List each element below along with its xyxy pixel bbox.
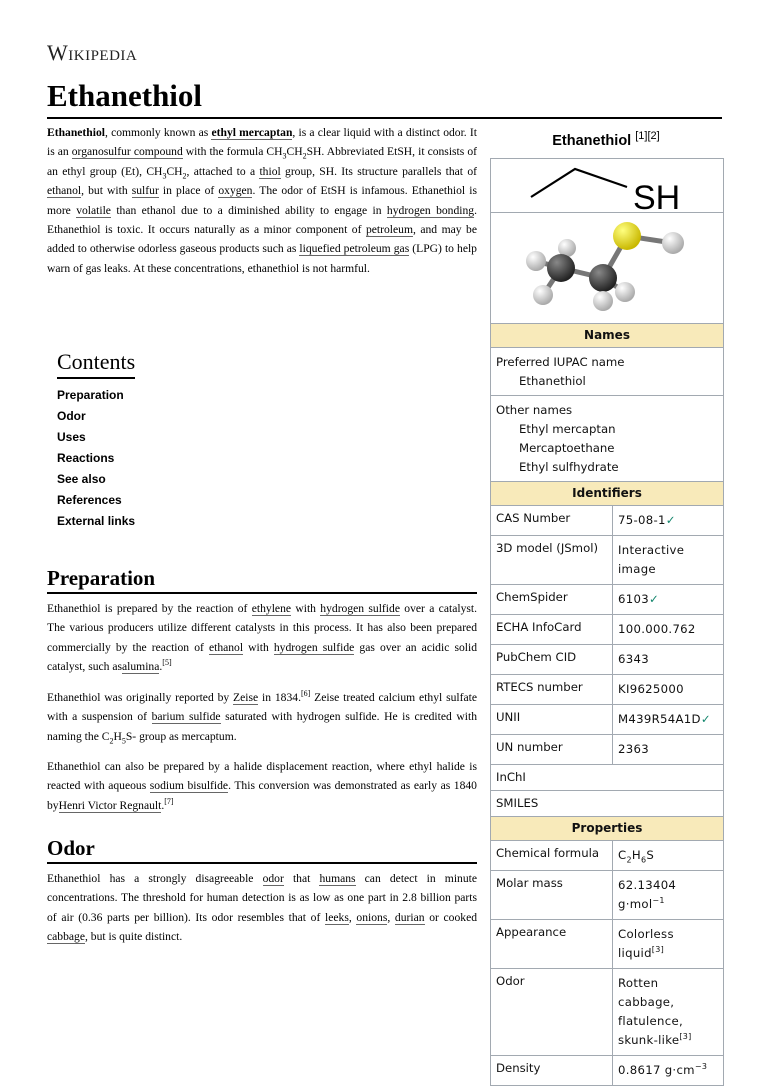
- toc-item-uses[interactable]: Uses: [57, 430, 86, 444]
- text-segment: over a catalyst. The various producers utilize different catalysts in this process. It has also been prepared commercially by the reaction of: [47, 602, 477, 654]
- echa-value[interactable]: 100.000.762: [618, 622, 696, 636]
- inline-link[interactable]: cabbage: [47, 930, 85, 944]
- toc-item-odor[interactable]: Odor: [57, 409, 86, 423]
- rtecs-value: KI9625000: [618, 682, 684, 696]
- other-name: Mercaptoethane: [519, 441, 615, 455]
- molar-mass-label[interactable]: Molar mass: [491, 871, 613, 919]
- reference-marker[interactable]: [6]: [300, 689, 311, 699]
- text-segment: Colorless liquid: [618, 927, 674, 960]
- toc-list: [57, 385, 357, 532]
- inline-link[interactable]: odor: [262, 872, 284, 885]
- text-segment: 5: [121, 736, 126, 746]
- formula-row: [491, 841, 723, 871]
- inline-link[interactable]: leeks: [325, 910, 349, 924]
- reference-marker[interactable]: [7]: [164, 796, 174, 806]
- text-segment: ,: [348, 910, 357, 924]
- chemspider-label[interactable]: ChemSpider: [491, 585, 613, 614]
- text-segment: with: [243, 640, 274, 654]
- text-segment: , is a clear liquid with a distinct odor. It is an: [47, 126, 477, 159]
- un-number-value: 2363: [618, 742, 649, 756]
- un-number-row: [491, 735, 723, 765]
- inline-link[interactable]: barium sulfide: [151, 710, 221, 724]
- text-segment: Ethanethiol was originally reported by: [47, 691, 234, 704]
- infobox-title-refs[interactable]: [1][2]: [635, 130, 660, 143]
- text-segment: H: [631, 848, 641, 862]
- appearance-label: Appearance: [491, 920, 613, 968]
- inline-link[interactable]: thiol: [259, 164, 281, 178]
- jsmol-value[interactable]: Interactive image: [618, 543, 685, 576]
- molar-mass-value: [613, 871, 723, 919]
- text-segment: CH: [166, 164, 183, 178]
- reference-marker: −1: [652, 896, 665, 906]
- text-segment: . Ethanethiol is toxic. It occurs naturally as a minor component of: [47, 203, 477, 237]
- text-segment: , commonly known as: [104, 126, 212, 139]
- hydrogen-atom: [533, 285, 553, 305]
- identifiers-header: Identifiers: [491, 482, 723, 506]
- text-segment: . This conversion was demonstrated as early as 1840 by: [47, 779, 477, 812]
- molar-mass-row: [491, 871, 723, 920]
- inline-link[interactable]: durian: [394, 910, 425, 924]
- cas-value[interactable]: 75-08-1✓: [618, 513, 676, 527]
- text-segment: , attached to a: [186, 164, 260, 178]
- reference-marker[interactable]: [5]: [162, 658, 172, 668]
- sh-label: SH: [633, 179, 681, 212]
- text-segment: CH: [286, 145, 303, 159]
- smiles-row[interactable]: [491, 791, 723, 817]
- inline-link[interactable]: hydrogen sulfide: [320, 602, 400, 615]
- text-segment: Ethanethiol: [47, 126, 105, 139]
- text-segment: ,: [387, 910, 395, 924]
- other-name: Ethyl mercaptan: [519, 422, 616, 436]
- inline-link[interactable]: hydrogen sulfide: [273, 640, 355, 654]
- iupac-label: Preferred IUPAC name: [496, 355, 625, 369]
- density-value: [613, 1056, 723, 1085]
- text-segment: 62.13404 g·mol: [618, 878, 677, 911]
- smiles-label[interactable]: SMILES: [496, 796, 539, 810]
- inline-link[interactable]: liquefied petroleum gas: [299, 242, 410, 256]
- text-segment: or cooked: [424, 910, 478, 924]
- echa-label[interactable]: ECHA InfoCard: [491, 615, 613, 644]
- density-label[interactable]: Density: [491, 1056, 613, 1085]
- text-segment: C: [618, 848, 627, 862]
- odor-row: [491, 969, 723, 1056]
- text-segment: 0.8617 g·cm: [618, 1063, 695, 1077]
- inline-link[interactable]: volatile: [76, 203, 111, 217]
- formula-value: [613, 841, 723, 870]
- inline-link[interactable]: ethylene: [251, 602, 292, 615]
- text-segment: 2: [302, 151, 307, 161]
- inline-link[interactable]: hydrogen bonding: [386, 203, 475, 217]
- preparation-paragraph-3: [47, 757, 477, 815]
- inline-link[interactable]: ethanol: [208, 640, 244, 654]
- infobox: [490, 158, 724, 1086]
- text-segment: Ethanethiol can also be prepared by a halide displacement reaction, where ethyl halide is reacted with aqueous: [47, 760, 477, 793]
- odor-label[interactable]: Odor: [491, 969, 613, 1055]
- properties-header: Properties: [491, 817, 723, 841]
- check-icon: ✓: [700, 712, 711, 726]
- text-segment: , and may be added to otherwise odorless gaseous products such as: [47, 223, 478, 256]
- text-segment: SH. Abbreviated EtSH, it consists of an ethyl group (Et), CH: [47, 145, 477, 178]
- carbon-atom: [589, 264, 617, 292]
- iupac-name-block: [491, 348, 723, 396]
- inline-link[interactable]: oxygen: [218, 184, 253, 198]
- preparation-paragraph-2: [47, 688, 477, 746]
- other-names-block: [491, 396, 723, 482]
- inline-link[interactable]: humans: [319, 872, 356, 885]
- toc-item-preparation[interactable]: Preparation: [57, 388, 124, 402]
- formula-label[interactable]: Chemical formula: [491, 841, 613, 870]
- text-segment: can detect in minute concentrations. The threshold for human detection is as low as one part in 2.8 billion parts of air (0.36 parts per billion). Its odor resembles that of: [47, 872, 477, 924]
- text-segment: in 1834.: [258, 691, 301, 704]
- text-segment: Zeise treated calcium ethyl sulfate with a suspension of: [47, 691, 477, 724]
- text-segment: Ethanethiol is prepared by the reaction of: [47, 602, 252, 615]
- cas-row: [491, 506, 723, 536]
- unii-label[interactable]: UNII: [491, 705, 613, 734]
- rtecs-label[interactable]: RTECS number: [491, 675, 613, 704]
- toc-item-references[interactable]: References: [57, 493, 122, 507]
- appearance-row: [491, 920, 723, 969]
- ball-and-stick-svg: [491, 213, 723, 323]
- text-segment: S: [646, 848, 655, 862]
- table-of-contents: [57, 348, 357, 532]
- hydrogen-atom: [593, 291, 613, 311]
- inline-link[interactable]: alumina: [122, 660, 160, 674]
- text-segment: group, SH. Its structure parallels that of: [280, 164, 477, 178]
- text-segment: 3: [282, 151, 287, 161]
- reference-marker[interactable]: [3]: [679, 1032, 692, 1042]
- text-segment: that: [283, 872, 320, 885]
- text-segment: S- group as mercaptum.: [125, 729, 237, 743]
- density-row: [491, 1056, 723, 1086]
- reference-marker[interactable]: [3]: [651, 945, 665, 955]
- other-names-label: Other names: [496, 403, 573, 417]
- text-segment: gas over an acidic solid catalyst, such as: [47, 640, 477, 674]
- un-number-label[interactable]: UN number: [491, 735, 613, 764]
- inline-link[interactable]: onions: [356, 910, 388, 924]
- text-segment: .: [161, 798, 165, 812]
- hydrogen-atom: [526, 251, 546, 271]
- pubchem-value[interactable]: 6343: [618, 652, 649, 666]
- iupac-value: Ethanethiol: [519, 374, 586, 388]
- echa-row: [491, 615, 723, 645]
- text-segment: in place of: [158, 184, 219, 198]
- jsmol-row: [491, 536, 723, 585]
- jsmol-label[interactable]: 3D model (JSmol): [491, 536, 613, 584]
- text-segment: , but is quite distinct.: [84, 930, 183, 944]
- infobox-title: Ethanethiol [1][2]: [552, 130, 660, 149]
- text-segment: Rotten cabbage, flatulence, skunk-like: [618, 976, 683, 1047]
- inchi-row[interactable]: [491, 765, 723, 791]
- hydrogen-atom: [615, 282, 635, 302]
- text-segment: 2: [626, 855, 632, 865]
- inline-link[interactable]: Zeise: [233, 691, 259, 704]
- text-segment: 2: [109, 736, 114, 746]
- unii-row: [491, 705, 723, 735]
- appearance-value: [613, 920, 723, 968]
- rtecs-row: [491, 675, 723, 705]
- text-segment: .: [159, 660, 163, 674]
- page-title: Ethanethiol: [47, 76, 722, 119]
- section-heading-odor: Odor: [47, 834, 477, 864]
- text-segment: H: [113, 729, 122, 743]
- unii-value[interactable]: M439R54A1D✓: [618, 712, 711, 726]
- reference-marker: −3: [694, 1062, 708, 1072]
- intro-paragraph: [47, 123, 477, 278]
- text-segment: saturated with hydrogen sulfide. He is credited with naming the C: [47, 710, 477, 743]
- wikipedia-wordmark[interactable]: Wikipedia: [47, 40, 138, 65]
- chemspider-value[interactable]: 6103✓: [618, 592, 660, 606]
- sulfur-atom: [613, 222, 641, 250]
- skeletal-formula-svg: [491, 159, 723, 212]
- text-segment: Ethanethiol has a strongly disagreeable: [47, 872, 263, 885]
- inline-link[interactable]: ethanol: [47, 184, 82, 198]
- text-segment: (LPG) to help warn of gas leaks. At these concentrations, ethanethiol is not harmful.: [47, 242, 477, 275]
- pubchem-row: [491, 645, 723, 675]
- names-header: Names: [491, 324, 723, 348]
- text-segment: with the formula CH: [182, 145, 283, 159]
- inline-link[interactable]: sodium bisulfide: [149, 779, 229, 793]
- inline-link[interactable]: organosulfur compound: [71, 145, 183, 159]
- odor-value: [613, 969, 723, 1055]
- text-segment: 2: [182, 171, 187, 181]
- inline-link[interactable]: sulfur: [131, 184, 159, 198]
- hydrogen-atom: [662, 232, 684, 254]
- text-segment: . The odor of EtSH is infamous. Ethanethiol is more: [47, 184, 477, 217]
- pubchem-label[interactable]: PubChem CID: [491, 645, 613, 674]
- check-icon: ✓: [648, 592, 660, 606]
- text-segment: 6: [640, 855, 647, 865]
- odor-paragraph-1: [47, 869, 477, 947]
- toc-item-external-links[interactable]: External links: [57, 514, 136, 528]
- text-segment: , but with: [81, 184, 132, 198]
- inchi-label[interactable]: InChI: [496, 770, 526, 784]
- ball-and-stick-image[interactable]: [491, 213, 723, 324]
- preparation-paragraph-1: [47, 599, 477, 677]
- chemspider-row: [491, 585, 723, 615]
- text-segment: with: [291, 602, 321, 615]
- skeletal-formula-image[interactable]: [491, 159, 723, 213]
- text-segment: 3: [162, 171, 167, 181]
- inline-link[interactable]: ethyl mercaptan: [211, 126, 293, 139]
- cas-label[interactable]: CAS Number: [491, 506, 613, 535]
- toc-title: Contents: [57, 348, 135, 379]
- text-segment: than ethanol due to a diminished ability to engage in: [110, 203, 387, 217]
- inline-link[interactable]: petroleum: [365, 223, 413, 237]
- toc-item-reactions[interactable]: Reactions: [57, 451, 115, 465]
- other-name: Ethyl sulfhydrate: [519, 460, 619, 474]
- section-heading-preparation: Preparation: [47, 564, 477, 594]
- carbon-chain-lines: [531, 169, 627, 197]
- check-icon: ✓: [665, 513, 676, 527]
- toc-item-see-also[interactable]: See also: [57, 472, 106, 486]
- inline-link[interactable]: Henri Victor Regnault: [58, 798, 162, 812]
- carbon-atom: [547, 254, 575, 282]
